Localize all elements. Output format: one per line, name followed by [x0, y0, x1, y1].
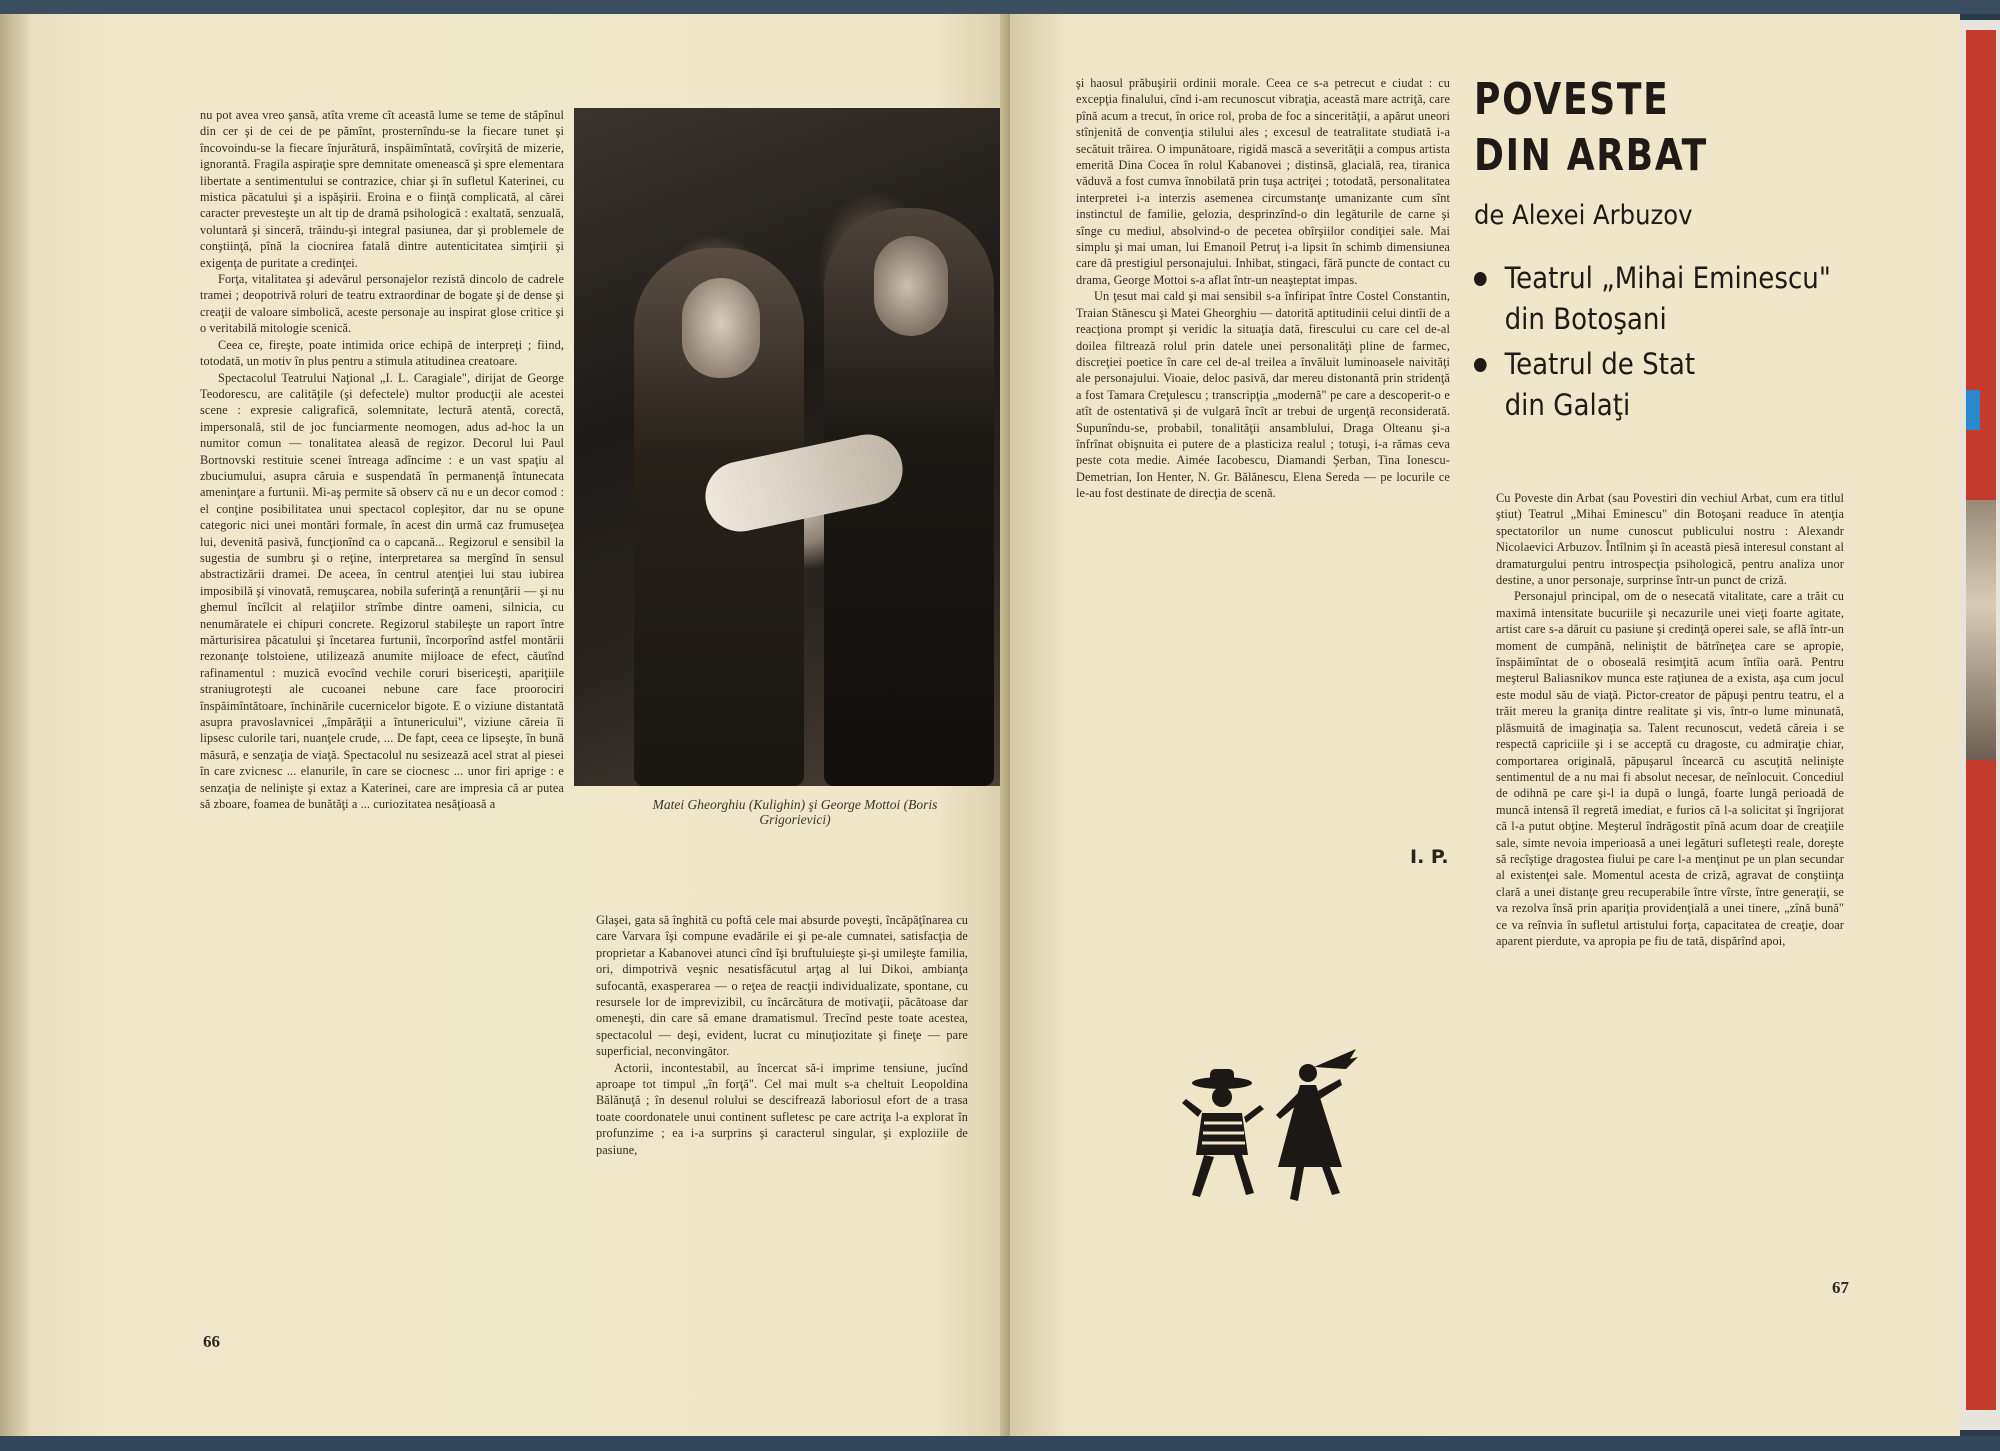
theatre-name: Teatrul de Stat	[1504, 347, 1696, 381]
page-number-left: 66	[203, 1332, 220, 1351]
paragraph: Un ţesut mai cald şi mai sensibil s-a înfiripat între Costel Constantin, Traian Stănescu şi Matei Gheorghiu — datorită aptitudinii celui dintîi de a reacţiona prompt şi veridic la situaţia dată, firescului cu care cel de-al doilea filtrează rolul prin datele unei personalităţi pline de farmec, discreţiei poetice în care cel de-al treilea a învăluit luminoasele naivităţi ale personajului. Vioaie, deloc pasivă, dar mereu distonantă prin stridenţă a fost Tamara Creţulescu ; transcripţia „modernă" pe care a descoperit-o e atît de ostentativă şi de vulgară încît ar trebui de urgenţă reconsiderată. Supunîndu-se, probabil, tonalităţii ansamblului, Draga Olteanu şi-a înfrînat obişnuita ei putere de a plasticiza realul ; totuşi, i-a rămas ceva peste cota medie. Aimée Iacobescu, Diamandi Şerban, Tina Ionescu-Demetrian, Ion Henter, N. Gr. Bălănescu, Elena Sereda — pe locurile ce le-au fost destinate de direcţia de scenă.	[1076, 289, 1450, 501]
article-signature: I. P.	[1410, 846, 1449, 868]
left-column-1	[200, 107, 564, 1292]
theatre-name: Teatrul „Mihai Eminescu"	[1504, 261, 1831, 295]
title-line: POVESTE	[1474, 74, 1670, 125]
theatre-item	[1474, 258, 1831, 340]
paragraph: şi haosul prăbuşirii ordinii morale. Ceea ce s-a petrecut e ciudat : cu excepţia finalului, cînd i-am recunoscut vibraţia, această mare actriţă, care pînă acum a trecut, în orice rol, proba de foc a sincerităţii, a apărut uneori stînjenită de convenţia stilului ales ; excesul de teatralitate studiată i-a secătuit trăirea. O impunătoare, rigidă mască a severităţii a compus artista emerită Dina Cocea în rolul Kabanovei ; distinsă, glacială, rea, tiranica văduvă a fost cumva înnobilată prin tuşa actriţei ; totodată, personalitatea interpretei i-a interzis asemenea circumstanţe umanizante cum sînt instinctul de familie, gelozia, desprinzînd-o din legăturile de carne şi sînge cu mediul, absolvind-o de pecetea obîrşiilor condiţiei sale. Mai simplu şi mai uman, lui Emanoil Petruţ i-a lipsit în schimb dimensiunea care dă prestigiul personajului. Inhibat, stingaci, fără puncte de contact cu drama, George Mottoi s-a aflat într-un neaşteptat impas.	[1076, 76, 1450, 287]
bullet-icon	[1474, 272, 1487, 286]
dancing-puppets-illustration	[1180, 1045, 1360, 1205]
cover-edge-bottom	[0, 1436, 2000, 1451]
cover-edge-top	[0, 0, 2000, 14]
blue-index-mark	[1966, 390, 1980, 430]
paragraph: nu pot avea vreo şansă, atîta vreme cît această lume se teme de stăpînul din cer şi de cei de pe pămînt, prosternîndu-se la fiecare tunet şi încovoindu-se la fiecare înjurătură, inspăimîntată, covîrşită de mizerie, ignorantă. Fragila aspiraţie spre demnitate omenească şi spre elementara libertate a sentimentului se contrazice, chiar şi în sufletul Katerinei, cu mistica păcatului şi a ispăşirii. Eroina e o fiinţă complicată, al cărei caracter prevesteşte un alt tip de dramă psihologică : exaltată, senzuală, voluntară şi sinceră, trăindu-şi integral pasiunea, dar şi problemele de conştiinţă, pînă la ciocnirea fatală dintre autenticitatea simţirii şi exigenţa de puritate a credinţei.	[200, 108, 564, 270]
bullet-icon	[1474, 358, 1487, 372]
theatre-city: din Botoşani	[1504, 302, 1667, 336]
left-column-2	[596, 912, 968, 1292]
paragraph: Ceea ce, fireşte, poate intimida orice echipă de interpreţi ; fiind, totodată, un motiv în plus pentru a stimula atitudinea creatoare.	[200, 337, 564, 369]
right-column-1	[1076, 75, 1450, 820]
actor-face	[874, 236, 948, 336]
right-column-2	[1496, 490, 1844, 1260]
paragraph: Glaşei, gata să înghită cu poftă cele mai absurde poveşti, încăpăţînarea cu care Varvara îşi compune evadările ei şi pe-ale cumnatei, satisfacţia de proprietar a Kabanovei atunci cînd îşi bruftuluieşte şi-şi umileşte familia, ori, dimpotrivă veşnic nesatisfăcutul arţag al lui Dikoi, ambianţa sufocantă, exasperarea — o reţea de reacţii individualizate, spontane, cu resursele lor de imprevizibil, cu încărcătura de motivaţii, păcătoase dar omeneşti, din care să emane dramatismul. Trecînd peste toate acestea, spectacolul — deşi, evident, lucrat cu minuţiozitate şi fineţe — pare superficial, neconvingător.	[596, 913, 968, 1059]
paragraph: Spectacolul Teatrului Naţional „I. L. Caragiale", dirijat de George Teodorescu, are calităţile (şi defectele) multor producţii ale acestei scene : expresie caligrafică, solemnitate, lectură atentă, corectă, impersonală, stil de joc funciarmente neomogen, adus ad-hoc la un numitor comun — tonalitatea aleasă de regizor. Decorul lui Paul Bortnovski restituie scenei întreaga adîncime : e un vast spaţiu al zbuciumului, asupra căruia e suspendată în permanenţă întunecata ameninţare a furtunii. Mi-aş permite să observ că nu e un decor comod : el conţine posibilitatea unui spectacol copleşitor, dar nu se opune categoric nici unei montări formale, în acest din urmă caz frumuseţea lui, devenită pasivă, funcţionînd ca o capcană... Regizorul e sensibil la sugestia de sumbru şi o reţine, interpretarea sa mergînd în sensul abstractizării dramei. De aceea, în centrul atenţiei lui stau iubirea imposibilă şi vinovată, remuşcarea, nobila suferinţă a renunţării — şi nu ghemul încîlcit al relaţiilor strîmbe dintre oameni, silnicia, cu nenumăratele ei chipuri concrete. Regizorul stabileşte un raport între mărturisirea păcatului şi încetarea furtunii, încorporînd astfel montării rezonanţe tolstoiene, utilizează anumite mijloace de efect, căutînd rafinamentul : muzică evocînd vechile coruri bisericeşti, apariţiile straniugroteşti ale cucoanei nebune care face proorociri înspăimîntătoare, închinările cucernicelor bigote. E o viziune distantată asupra pravoslavnicei „împărăţii a întunericului", viziune căreia îi lipsesc culorile tari, nuanţele crude, ... De fapt, ceea ce lipseşte, în bună măsură, e senzaţia de viaţă. Spectacolul nu sesizează acel strat al piesei în care zvicnesc ... elanurile, în care se ciocnesc ... unor firi aprige : e senzaţia de nelinişte şi extaz a Katerinei, care are impresia că ar putea să zboare, foamea de bunătăţi a ... curiozitatea nesăţioasă a	[200, 370, 564, 812]
page-number-right: 67	[1832, 1278, 1849, 1297]
book-left-edge	[0, 14, 30, 1439]
theatre-list	[1474, 258, 1871, 426]
actor-face	[682, 278, 760, 378]
tab-photo-thumbnail	[1966, 500, 1996, 760]
theatre-item	[1474, 344, 1831, 426]
theatre-city: din Galaţi	[1504, 388, 1631, 422]
paragraph: Forţa, vitalitatea şi adevărul personajelor rezistă dincolo de cadrele tramei ; deopotrivă roluri de teatru extraordinar de bogate şi de dense şi creaţii de valoare simbolică, aceste personaje au inspirat glose critice şi o veritabilă mitologie scenică.	[200, 272, 564, 336]
paragraph: Personajul principal, om de o nesecată vitalitate, care a trăit cu maximă intensitate bucuriile şi necazurile unei vieţi foarte agitate, artist care s-a dăruit cu pasiune şi credinţă operei sale, se află într-un moment de cumpănă, neliniştit de bătrîneţea care se apropie, înspăimîntat de o obosealā resimţită acum întîia oară. Pentru meşterul Baliasnikov munca este raţiunea de a exista, aşa cum jocul este modul său de viaţă. Pictor-creator de păpuşi pentru teatru, el a trăit mereu la graniţa dintre realitate şi vis, într-o lume minunată, plăsmuită de imaginaţia sa. Talent recunoscut, vedetă căreia i se respectă capriciile şi i se acceptă cu dragoste, cu admiraţie chiar, comportarea originală, păpuşarul încearcă cu ascuţită nelinişte sentimentul de a nu mai fi absolut necesar, de neînlocuit. Concediul de odihnă pe care şi-l ia după o lungă, foarte lungă perioadă de muncă intensă îl regretă imediat, e furios că l-a solicitat şi îngrijorat că l-a putut obţine. Meşterul îndrăgostit pînă acum doar de creaţiile sale, simte nevoia imperioasă a unei legături sufleteşti reale, doreşte să recîştige dragostea fiului pe care l-a menţinut pe un plan secundar al existenţei sale. Momentul acesta de criză, agravat de conştiinţa clară a unei distanţe greu recuperabile între vîrste, între generaţii, se va rezolva însă prin apariţia providenţială a unei tinere, „zînă bună" ce va reînvia în sufletul artistului forţa, capacitatea de creaţie, doar aparent pierdute, va apropia pe fiu de tată, dispărînd apoi,	[1496, 589, 1844, 948]
paragraph: Actorii, incontestabil, au încercat să-i imprime tensiune, jucînd aproape tot timpul „în forţă". Cel mai mult s-a cheltuit Leopoldina Bălănuţă ; în desenul rolului se descifrează laboriosul efort de a trasa toate coordonatele unui continent sufletesc pe care actriţa l-a explorat în profunzime ; ea i-a surprins şi caracterul singular, şi exploziile de pasiune,	[596, 1060, 968, 1157]
production-photo	[574, 108, 1008, 786]
article-author: de Alexei Arbuzov	[1474, 200, 1693, 231]
paragraph: Cu Poveste din Arbat (sau Povestiri din vechiul Arbat, cum era titlul ştiut) Teatrul „Mihai Eminescu" din Botoşani readuce în atenţia spectatorilor un nume cunoscut publicului nostru : Alexandr Nicolaevici Arbuzov. Întîlnim şi în această piesă interesul constant al dramaturgului pentru introspecţia psihologică, pentru analiza unor destine, a unor personaje, surprinse într-un punct de criză.	[1496, 491, 1844, 588]
article-title	[1474, 72, 1708, 184]
photo-caption: Matei Gheorghiu (Kulighin) şi George Mottoi (Boris Grigorievici)	[652, 797, 938, 827]
title-line: DIN ARBAT	[1474, 130, 1708, 181]
